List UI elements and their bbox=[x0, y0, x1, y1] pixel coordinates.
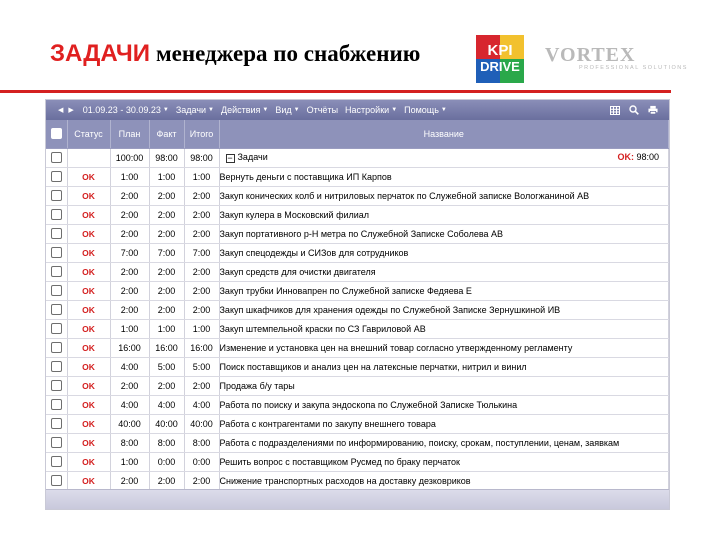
table-row[interactable] bbox=[46, 243, 669, 262]
status-cell: OK bbox=[67, 471, 110, 490]
status-cell: OK bbox=[67, 186, 110, 205]
row-checkbox[interactable] bbox=[51, 323, 62, 334]
select-all-cell[interactable] bbox=[46, 120, 67, 148]
search-icon[interactable] bbox=[629, 105, 639, 115]
total-cell: 8:00 bbox=[184, 433, 219, 452]
triangle-right-icon[interactable]: ▶ bbox=[68, 107, 74, 114]
plan-cell: 4:00 bbox=[110, 357, 149, 376]
fact-cell: 4:00 bbox=[149, 395, 184, 414]
menu-help[interactable] bbox=[404, 105, 447, 115]
row-checkbox-cell[interactable] bbox=[46, 281, 67, 300]
period-selector[interactable] bbox=[83, 105, 169, 115]
title-underline bbox=[0, 90, 671, 93]
group-name-cell bbox=[219, 148, 669, 167]
column-header-total[interactable]: Итого bbox=[184, 120, 219, 148]
table-row[interactable] bbox=[46, 395, 669, 414]
task-name-cell[interactable]: Закуп конических колб и нитриловых перчаток по Служебной записке Вологжаниной АВ bbox=[219, 186, 669, 205]
row-checkbox-cell[interactable] bbox=[46, 243, 67, 262]
fact-cell: 1:00 bbox=[149, 167, 184, 186]
row-checkbox-cell[interactable] bbox=[46, 186, 67, 205]
table-row[interactable] bbox=[46, 452, 669, 471]
row-checkbox[interactable] bbox=[51, 247, 62, 258]
plan-cell: 2:00 bbox=[110, 300, 149, 319]
chevron-down-icon: ▼ bbox=[262, 107, 269, 113]
task-name-cell[interactable]: Работа по поиску и закупа эндоскопа по Служебной Записке Тюлькина bbox=[219, 395, 669, 414]
task-name-cell[interactable]: Вернуть деньги с поставщика ИП Карпов bbox=[219, 167, 669, 186]
column-header-status[interactable]: Статус bbox=[67, 120, 110, 148]
column-header-name[interactable]: Название bbox=[219, 120, 669, 148]
table-row[interactable] bbox=[46, 224, 669, 243]
print-icon[interactable] bbox=[648, 105, 658, 115]
task-name-cell[interactable]: Решить вопрос с поставщиком Русмед по браку перчаток bbox=[219, 452, 669, 471]
row-checkbox[interactable] bbox=[51, 266, 62, 277]
table-row[interactable] bbox=[46, 319, 669, 338]
task-name-cell[interactable]: Снижение транспортных расходов на доставку дезковриков bbox=[219, 471, 669, 490]
status-cell: OK bbox=[67, 167, 110, 186]
fact-cell: 5:00 bbox=[149, 357, 184, 376]
fact-cell: 2:00 bbox=[149, 471, 184, 490]
status-cell: OK bbox=[67, 338, 110, 357]
row-checkbox[interactable] bbox=[51, 342, 62, 353]
task-name-cell[interactable]: Закуп средств для очистки двигателя bbox=[219, 262, 669, 281]
group-name: Задачи bbox=[237, 152, 268, 163]
menu-actions[interactable] bbox=[221, 105, 268, 115]
menu-help-label: Помощь bbox=[404, 105, 439, 115]
vortex-logo-word: VORTEX bbox=[545, 44, 636, 66]
task-name-cell[interactable]: Изменение и установка цен на внешний товар согласно утвержденному регламенту bbox=[219, 338, 669, 357]
total-cell: 2:00 bbox=[184, 262, 219, 281]
task-grid-window bbox=[45, 99, 670, 510]
vortex-logo bbox=[545, 44, 688, 71]
row-checkbox[interactable] bbox=[51, 171, 62, 182]
row-checkbox-cell[interactable] bbox=[46, 414, 67, 433]
total-cell: 2:00 bbox=[184, 281, 219, 300]
fact-cell: 8:00 bbox=[149, 433, 184, 452]
chevron-down-icon: ▼ bbox=[208, 107, 214, 113]
status-cell: OK bbox=[67, 262, 110, 281]
row-checkbox[interactable] bbox=[51, 285, 62, 296]
chevron-down-icon: ▼ bbox=[391, 107, 398, 113]
triangle-left-icon[interactable]: ◀ bbox=[58, 107, 64, 114]
row-checkbox-cell[interactable] bbox=[46, 357, 67, 376]
group-ok-label: OK: bbox=[617, 152, 634, 163]
table-row[interactable] bbox=[46, 338, 669, 357]
plan-cell: 2:00 bbox=[110, 186, 149, 205]
group-ok-summary bbox=[617, 152, 659, 162]
status-cell: OK bbox=[67, 281, 110, 300]
status-cell: OK bbox=[67, 433, 110, 452]
total-cell: 2:00 bbox=[184, 471, 219, 490]
menu-reports-label: Отчёты bbox=[306, 105, 339, 115]
total-cell: 1:00 bbox=[184, 167, 219, 186]
plan-cell: 16:00 bbox=[110, 338, 149, 357]
total-cell: 2:00 bbox=[184, 300, 219, 319]
status-cell: OK bbox=[67, 395, 110, 414]
table-row[interactable] bbox=[46, 167, 669, 186]
task-name-cell[interactable]: Закуп кулера в Московский филиал bbox=[219, 205, 669, 224]
total-cell: 2:00 bbox=[184, 186, 219, 205]
row-checkbox-cell[interactable] bbox=[46, 338, 67, 357]
total-cell: 4:00 bbox=[184, 395, 219, 414]
row-checkbox-cell[interactable] bbox=[46, 433, 67, 452]
table-row[interactable] bbox=[46, 281, 669, 300]
table-row[interactable] bbox=[46, 433, 669, 452]
menu-view-label: Вид bbox=[275, 105, 292, 115]
grid-footer bbox=[46, 489, 669, 509]
plan-cell: 2:00 bbox=[110, 262, 149, 281]
plan-cell: 2:00 bbox=[110, 471, 149, 490]
group-total: 98:00 bbox=[184, 148, 219, 167]
row-checkbox-cell[interactable] bbox=[46, 319, 67, 338]
fact-cell: 2:00 bbox=[149, 281, 184, 300]
task-name-cell[interactable]: Закуп трубки Инновапрен по Служебной записке Федяева Е bbox=[219, 281, 669, 300]
row-checkbox[interactable] bbox=[51, 380, 62, 391]
menu-reports[interactable] bbox=[307, 105, 338, 115]
status-cell: OK bbox=[67, 357, 110, 376]
row-checkbox-cell[interactable] bbox=[46, 452, 67, 471]
total-cell: 5:00 bbox=[184, 357, 219, 376]
kpi-drive-logo bbox=[476, 35, 524, 83]
group-fact: 98:00 bbox=[149, 148, 184, 167]
plan-cell: 7:00 bbox=[110, 243, 149, 262]
chevron-down-icon: ▼ bbox=[162, 107, 169, 113]
fact-cell: 7:00 bbox=[149, 243, 184, 262]
row-checkbox[interactable] bbox=[51, 418, 62, 429]
table-row[interactable] bbox=[46, 186, 669, 205]
fact-cell: 2:00 bbox=[149, 376, 184, 395]
task-name-cell[interactable]: Продажа б/у тары bbox=[219, 376, 669, 395]
plan-cell: 2:00 bbox=[110, 224, 149, 243]
row-checkbox-cell[interactable] bbox=[46, 262, 67, 281]
total-cell: 2:00 bbox=[184, 376, 219, 395]
table-row[interactable] bbox=[46, 414, 669, 433]
table-row[interactable] bbox=[46, 300, 669, 319]
total-cell: 1:00 bbox=[184, 319, 219, 338]
task-name-cell[interactable]: Закуп шкафчиков для хранения одежды по Служебной Записке Зернушкиной ИВ bbox=[219, 300, 669, 319]
row-checkbox[interactable] bbox=[51, 228, 62, 239]
row-checkbox-cell[interactable] bbox=[46, 167, 67, 186]
fact-cell: 0:00 bbox=[149, 452, 184, 471]
total-cell: 40:00 bbox=[184, 414, 219, 433]
slide-title-accent: ЗАДАЧИ bbox=[50, 40, 150, 67]
grid-icon[interactable] bbox=[610, 105, 620, 115]
row-checkbox-cell[interactable] bbox=[46, 471, 67, 490]
table-row[interactable] bbox=[46, 205, 669, 224]
menu-tasks-label: Задачи bbox=[175, 105, 207, 115]
menu-tasks[interactable] bbox=[176, 105, 214, 115]
kpi-logo-line2: DRIVE bbox=[480, 59, 520, 74]
slide-title-rest: менеджера по снабжению bbox=[155, 41, 421, 66]
row-checkbox[interactable] bbox=[51, 399, 62, 410]
group-status-cell bbox=[67, 148, 110, 167]
task-name-cell[interactable]: Закуп спецодежды и СИЗов для сотрудников bbox=[219, 243, 669, 262]
row-checkbox-cell[interactable] bbox=[46, 148, 67, 167]
menu-settings-label: Настройки bbox=[345, 105, 390, 115]
status-cell: OK bbox=[67, 243, 110, 262]
group-plan: 100:00 bbox=[110, 148, 149, 167]
status-cell: OK bbox=[67, 224, 110, 243]
table-row[interactable] bbox=[46, 262, 669, 281]
table-header-row bbox=[46, 120, 669, 148]
chevron-down-icon: ▼ bbox=[293, 107, 300, 113]
task-table bbox=[46, 120, 669, 491]
row-checkbox-cell[interactable] bbox=[46, 300, 67, 319]
row-checkbox-cell[interactable] bbox=[46, 205, 67, 224]
plan-cell: 8:00 bbox=[110, 433, 149, 452]
plan-cell: 2:00 bbox=[110, 376, 149, 395]
row-checkbox[interactable] bbox=[51, 361, 62, 372]
row-checkbox[interactable] bbox=[51, 475, 62, 486]
period-nav bbox=[58, 106, 79, 114]
table-row[interactable] bbox=[46, 471, 669, 490]
total-cell: 2:00 bbox=[184, 224, 219, 243]
plan-cell: 1:00 bbox=[110, 319, 149, 338]
table-row[interactable] bbox=[46, 357, 669, 376]
status-cell: OK bbox=[67, 300, 110, 319]
fact-cell: 1:00 bbox=[149, 319, 184, 338]
fact-cell: 2:00 bbox=[149, 205, 184, 224]
plan-cell: 2:00 bbox=[110, 281, 149, 300]
row-checkbox[interactable] bbox=[51, 304, 62, 315]
select-all-checkbox[interactable] bbox=[51, 128, 62, 139]
fact-cell: 40:00 bbox=[149, 414, 184, 433]
chevron-down-icon: ▼ bbox=[440, 107, 447, 113]
toolbar bbox=[46, 100, 669, 120]
row-checkbox-cell[interactable] bbox=[46, 224, 67, 243]
status-cell: OK bbox=[67, 414, 110, 433]
task-name-cell[interactable]: Поиск поставщиков и анализ цен на латексные перчатки, нитрил и винил bbox=[219, 357, 669, 376]
fact-cell: 2:00 bbox=[149, 224, 184, 243]
fact-cell: 2:00 bbox=[149, 186, 184, 205]
plan-cell: 1:00 bbox=[110, 167, 149, 186]
menu-settings[interactable] bbox=[345, 105, 397, 115]
kpi-logo-line1: KPI bbox=[487, 42, 513, 59]
task-name-cell[interactable]: Закуп портативного р-Н метра по Служебной Записке Соболева АВ bbox=[219, 224, 669, 243]
status-cell: OK bbox=[67, 205, 110, 224]
group-row bbox=[46, 148, 669, 167]
group-ok-value: 98:00 bbox=[636, 152, 659, 163]
plan-cell: 1:00 bbox=[110, 452, 149, 471]
plan-cell: 4:00 bbox=[110, 395, 149, 414]
row-checkbox-cell[interactable] bbox=[46, 376, 67, 395]
plan-cell: 2:00 bbox=[110, 205, 149, 224]
row-checkbox-cell[interactable] bbox=[46, 395, 67, 414]
column-header-fact[interactable]: Факт bbox=[149, 120, 184, 148]
status-cell: OK bbox=[67, 452, 110, 471]
row-checkbox[interactable] bbox=[51, 190, 62, 201]
table-row[interactable] bbox=[46, 376, 669, 395]
task-name-cell[interactable]: Работа с подразделениями по информированию, поиску, срокам, поступлении, ценам, заявкам bbox=[219, 433, 669, 452]
vortex-logo-tagline: PROFESSIONAL SOLUTIONS bbox=[579, 65, 688, 71]
fact-cell: 16:00 bbox=[149, 338, 184, 357]
row-checkbox[interactable] bbox=[51, 456, 62, 467]
row-checkbox[interactable] bbox=[51, 437, 62, 448]
row-checkbox[interactable] bbox=[51, 209, 62, 220]
table-body bbox=[46, 148, 669, 490]
menu-view[interactable] bbox=[275, 105, 299, 115]
status-cell: OK bbox=[67, 319, 110, 338]
total-cell: 0:00 bbox=[184, 452, 219, 471]
slide-title bbox=[50, 40, 420, 68]
status-cell: OK bbox=[67, 376, 110, 395]
total-cell: 7:00 bbox=[184, 243, 219, 262]
column-header-plan[interactable]: План bbox=[110, 120, 149, 148]
menu-actions-label: Действия bbox=[220, 105, 261, 115]
fact-cell: 2:00 bbox=[149, 300, 184, 319]
task-name-cell[interactable]: Закуп штемпельной краски по СЗ Гавриловой АВ bbox=[219, 319, 669, 338]
fact-cell: 2:00 bbox=[149, 262, 184, 281]
total-cell: 2:00 bbox=[184, 205, 219, 224]
task-name-cell[interactable]: Работа с контрагентами по закупу внешнего товара bbox=[219, 414, 669, 433]
period-label: 01.09.23 - 30.09.23 bbox=[82, 105, 161, 115]
plan-cell: 40:00 bbox=[110, 414, 149, 433]
row-checkbox[interactable] bbox=[51, 152, 62, 163]
total-cell: 16:00 bbox=[184, 338, 219, 357]
collapse-icon[interactable]: − bbox=[227, 152, 233, 163]
toolbar-right-icons bbox=[610, 105, 658, 115]
